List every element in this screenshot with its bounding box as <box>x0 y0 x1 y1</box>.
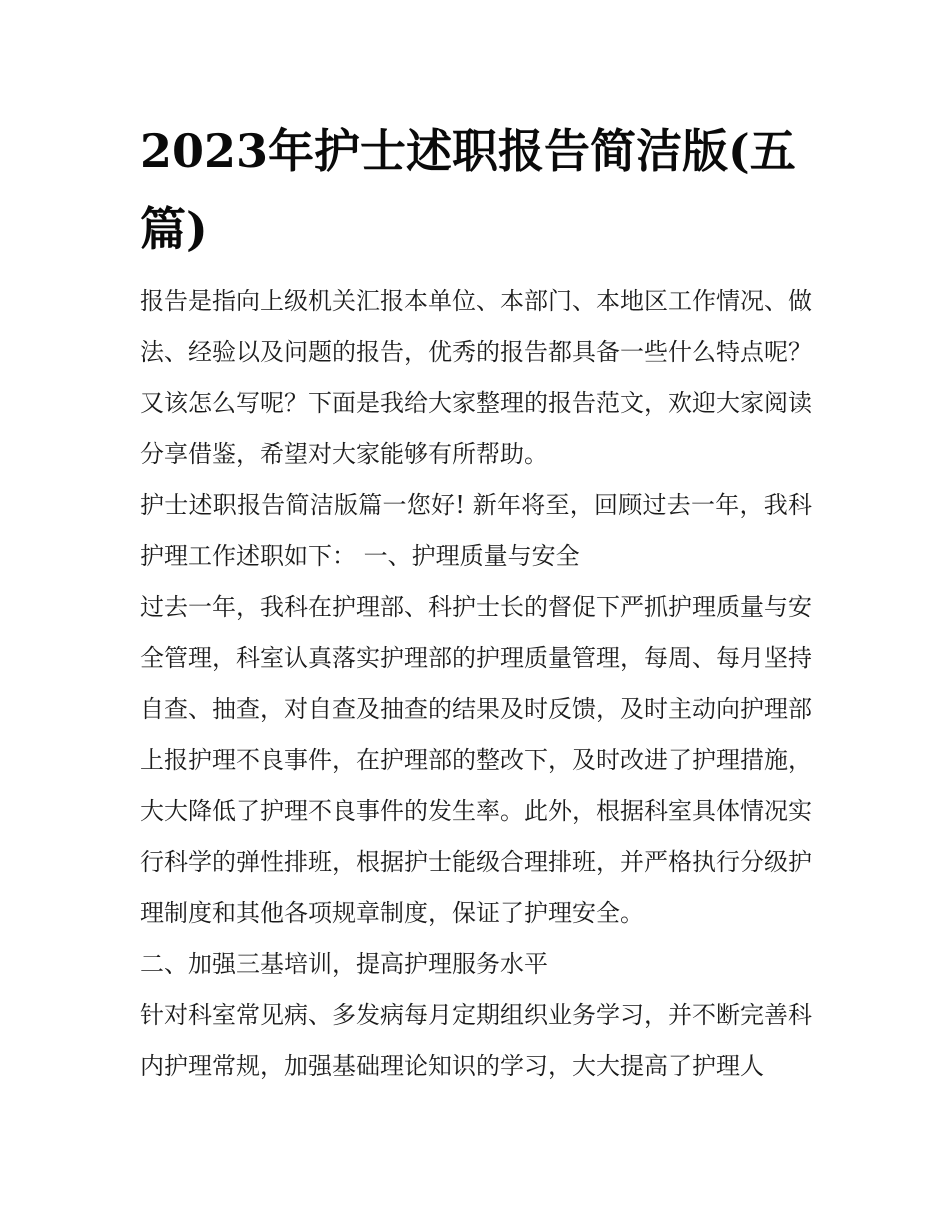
paragraph-quality-safety: 过去一年，我科在护理部、科护士长的督促下严抓护理质量与安全管理，科室认真落实护理部的护理质量管理，每周、每月坚持自查、抽查，对自查及抽查的结果及时反馈，及时主动向护理部上报护理不良事件，在护理部的整改下，及时改进了护理措施，大大降低了护理不良事件的发生率。此外，根据科室具体情况实行科学的弹性排班，根据护士能级合理排班，并严格执行分级护理制度和其他各项规章制度，保证了护理安全。 <box>140 593 812 927</box>
section-heading-training: 二、加强三基培训，提高护理服务水平 <box>140 950 548 978</box>
paragraph-part-one: 护士述职报告简洁版篇一您好! 新年将至，回顾过去一年，我科护理工作述职如下： 一、护理质量与安全 <box>140 491 812 570</box>
paragraph-intro: 报告是指向上级机关汇报本单位、本部门、本地区工作情况、做法、经验以及问题的报告，优秀的报告都具备一些什么特点呢？又该怎么写呢？下面是我给大家整理的报告范文，欢迎大家阅读分享借鉴，希望对大家能够有所帮助。 <box>140 287 812 468</box>
document-title: 2023年护士述职报告简洁版(五篇) <box>140 124 796 256</box>
paragraph-training: 针对科室常见病、多发病每月定期组织业务学习，并不断完善科内护理常规，加强基础理论知识的学习，大大提高了护理人 <box>140 1001 812 1080</box>
document-body <box>140 276 812 1092</box>
